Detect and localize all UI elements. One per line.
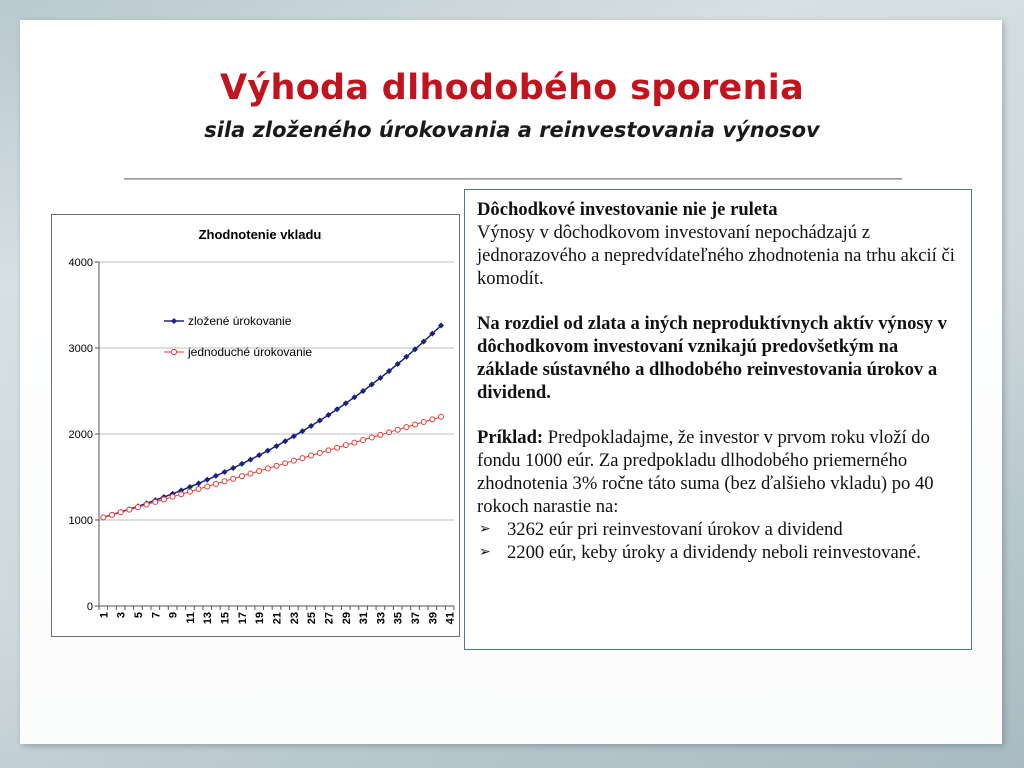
- series-2-point: [404, 425, 409, 430]
- bullet-text-2: 2200 eúr, keby úroky a dividendy neboli reinvestované.: [507, 542, 921, 563]
- y-tick-label: 4000: [68, 257, 93, 269]
- bullet-item-2: [477, 541, 961, 564]
- y-tick-label: 1000: [68, 515, 93, 527]
- x-tick-label: 21: [271, 612, 284, 625]
- series-2-point: [421, 419, 426, 424]
- series-2-point: [153, 499, 158, 504]
- x-tick-label: 23: [288, 612, 301, 625]
- legend-marker-2: [171, 349, 176, 354]
- x-tick-label: 9: [167, 612, 180, 619]
- x-tick-label: 33: [375, 612, 388, 625]
- series-2-point: [109, 512, 114, 517]
- series-1-point: [196, 481, 201, 486]
- slide-title: Výhoda dlhodobého sporenia: [219, 68, 805, 108]
- series-2-point: [335, 445, 340, 450]
- x-tick-label: 19: [254, 612, 267, 625]
- series-1-point: [257, 453, 262, 458]
- x-tick-label: 5: [132, 612, 145, 619]
- series-2-point: [291, 458, 296, 463]
- legend-marker-1: [171, 318, 177, 324]
- series-2-point: [118, 510, 123, 515]
- series-2-point: [326, 448, 331, 453]
- series-2-point: [213, 481, 218, 486]
- series-2-point: [361, 438, 366, 443]
- y-tick-label: 2000: [68, 429, 93, 441]
- x-tick-label: 15: [219, 612, 232, 625]
- series-1-point: [239, 461, 244, 466]
- series-1-point: [213, 473, 218, 478]
- x-tick-label: 7: [150, 612, 163, 619]
- series-1-point: [205, 477, 210, 482]
- x-tick-label: 13: [202, 612, 215, 625]
- series-2-point: [274, 463, 279, 468]
- x-tick-label: 35: [392, 612, 405, 625]
- text-paragraph-1: Výnosy v dôchodkovom investovaní nepochádzajú z jednorazového a nepredvídateľného zhodnotenia na trhu akcií či komodít.: [477, 222, 955, 289]
- y-tick-label: 3000: [68, 343, 93, 355]
- series-2-point: [395, 427, 400, 432]
- series-2-point: [430, 417, 435, 422]
- x-tick-label: 29: [340, 612, 353, 625]
- text-heading: Dôchodkové investovanie nie je ruleta: [477, 199, 778, 220]
- series-2-point: [309, 453, 314, 458]
- series-2-point: [387, 430, 392, 435]
- x-tick-label: 27: [323, 612, 336, 625]
- x-tick-label: 41: [444, 612, 457, 625]
- x-tick-label: 3: [115, 612, 128, 619]
- series-2-point: [439, 414, 444, 419]
- series-2-point: [378, 432, 383, 437]
- series-2-point: [231, 476, 236, 481]
- line-chart: [52, 215, 459, 636]
- arrow-bullet-icon: ➢: [479, 521, 491, 537]
- x-tick-label: 17: [236, 612, 249, 625]
- x-tick-label: 1: [98, 612, 111, 619]
- series-2-point: [317, 450, 322, 455]
- series-2-point: [239, 474, 244, 479]
- series-2-point: [187, 489, 192, 494]
- x-tick-label: 11: [184, 612, 197, 624]
- series-2-point: [179, 492, 184, 497]
- series-2-point: [265, 466, 270, 471]
- series-1-point: [248, 457, 253, 462]
- series-2-point: [144, 502, 149, 507]
- series-2-point: [205, 484, 210, 489]
- chart-title: Zhodnotenie vkladu: [198, 227, 322, 242]
- bullet-item-1: [477, 518, 961, 541]
- series-2-point: [352, 440, 357, 445]
- series-1-point: [222, 469, 227, 474]
- series-2-point: [300, 456, 305, 461]
- series-2-point: [196, 487, 201, 492]
- x-tick-label: 31: [358, 612, 371, 625]
- x-tick-label: 39: [427, 612, 440, 625]
- bullet-text-1: 3262 eúr pri reinvestovaní úrokov a dividend: [507, 519, 843, 540]
- series-2-point: [222, 479, 227, 484]
- series-2-point: [283, 461, 288, 466]
- example-text: Predpokladajme, že investor v prvom roku vloží do fondu 1000 eúr. Za predpokladu dlhodobého priemerného zhodnotenia 3% ročne táto suma (bez ďalšieho vkladu) po 40 rokoch narastie na:: [477, 427, 934, 517]
- chart-container: [51, 214, 460, 637]
- series-2-point: [170, 494, 175, 499]
- title-divider: [124, 178, 902, 180]
- series-2-point: [369, 435, 374, 440]
- series-2-point: [135, 505, 140, 510]
- arrow-bullet-icon: ➢: [479, 544, 491, 560]
- x-tick-label: 37: [410, 612, 423, 625]
- series-2-point: [413, 422, 418, 427]
- series-2-point: [248, 471, 253, 476]
- text-paragraph-2: Na rozdiel od zlata a iných neproduktívnych aktív výnosy v dôchodkovom investovaní vznikajú predovšetkým na základe sústavného a dlhodobého reinvestovania úrokov a dividend.: [477, 313, 947, 403]
- series-2-point: [343, 443, 348, 448]
- slide-subtitle: sila zloženého úrokovania a reinvestovania výnosov: [204, 118, 820, 142]
- y-tick-label: 0: [86, 601, 93, 613]
- example-paragraph: [477, 426, 961, 518]
- text-panel: [464, 189, 972, 650]
- series-2-point: [127, 507, 132, 512]
- legend-label-1: zložené úrokovanie: [188, 314, 292, 328]
- series-2-point: [257, 468, 262, 473]
- x-tick-label: 25: [306, 612, 319, 625]
- series-2-point: [101, 515, 106, 520]
- legend-label-2: jednoduché úrokovanie: [188, 345, 313, 359]
- example-label: Príklad:: [477, 427, 544, 448]
- series-2-point: [161, 497, 166, 502]
- series-1-point: [231, 465, 236, 470]
